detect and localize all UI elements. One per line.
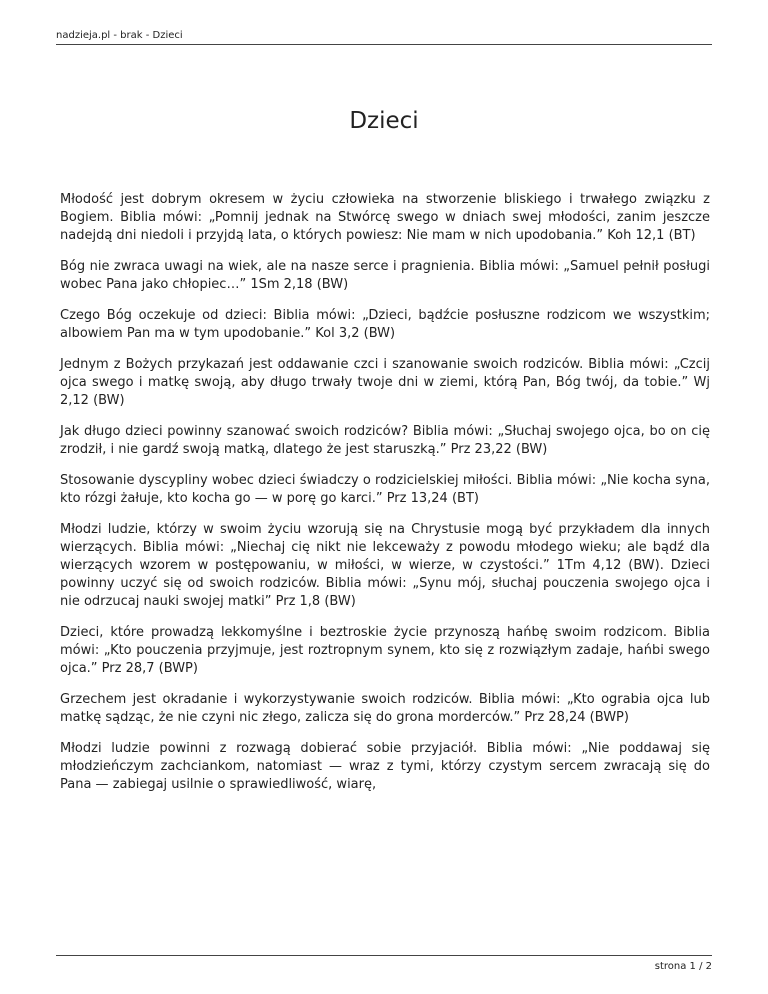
footer-divider bbox=[56, 955, 712, 956]
paragraph: Jak długo dzieci powinny szanować swoich rodziców? Biblia mówi: „Słuchaj swojego ojca, bo on cię zrodził, i nie gardź swoją matką, dlatego że jest staruszką.” Prz 23,22 (BW) bbox=[60, 424, 710, 457]
paragraph: Młodzi ludzie powinni z rozwagą dobierać sobie przyjaciół. Biblia mówi: „Nie poddawaj się młodzieńczym zachciankom, natomiast — wraz z tymi, którzy czystym sercem zwracają się do Pana — zabiegaj usilnie o sprawiedliwość, wiarę, bbox=[60, 741, 710, 792]
page-title: Dzieci bbox=[349, 108, 419, 134]
page-header: nadzieja.pl - brak - Dzieci bbox=[56, 30, 183, 41]
article-body bbox=[60, 191, 710, 807]
paragraph: Młodość jest dobrym okresem w życiu człowieka na stworzenie bliskiego i trwałego związku z Bogiem. Biblia mówi: „Pomnij jednak na Stwórcę swego w dniach swej młodości, zanim jeszcze nadejdą dni niedoli i przyjdą lata, o których powiesz: Nie mam w nich upodobania.” Koh 12,1 (BT) bbox=[60, 192, 710, 243]
paragraph: Bóg nie zwraca uwagi na wiek, ale na nasze serce i pragnienia. Biblia mówi: „Samuel pełnił posługi wobec Pana jako chłopiec…” 1Sm 2,18 (BW) bbox=[60, 259, 710, 292]
paragraph: Młodzi ludzie, którzy w swoim życiu wzorują się na Chrystusie mogą być przykładem dla innych wierzących. Biblia mówi: „Niechaj cię nikt nie lekceważy z powodu młodego wieku; ale bądź dla wierzących wzorem w postępowaniu, w miłości, w wierze, w czystości.” 1Tm 4,12 (BW). Dzieci powinny uczyć się od swoich rodziców. Biblia mówi: „Synu mój, słuchaj pouczenia swojego ojca i nie odrzucaj nauki swojej matki” Prz 1,8 (BW) bbox=[60, 522, 710, 609]
paragraph: Czego Bóg oczekuje od dzieci: Biblia mówi: „Dzieci, bądźcie posłuszne rodzicom we wszystkim; albowiem Pan ma w tym upodobanie.” Kol 3,2 (BW) bbox=[60, 308, 710, 341]
paragraph: Grzechem jest okradanie i wykorzystywanie swoich rodziców. Biblia mówi: „Kto ograbia ojca lub matkę sądząc, że nie czyni nic złego, zalicza się do grona morderców.” Prz 28,24 (BWP) bbox=[60, 692, 710, 725]
page-number: strona 1 / 2 bbox=[654, 961, 712, 972]
paragraph: Stosowanie dyscypliny wobec dzieci świadczy o rodzicielskiej miłości. Biblia mówi: „Nie kocha syna, kto rózgi żałuje, kto kocha go — w porę go karci.” Prz 13,24 (BT) bbox=[60, 473, 710, 506]
paragraph: Dzieci, które prowadzą lekkomyślne i beztroskie życie przynoszą hańbę swoim rodzicom. Biblia mówi: „Kto pouczenia przyjmuje, jest roztropnym synem, kto się z rozwiązłym zadaje, hańbi swego ojca.” Prz 28,7 (BWP) bbox=[60, 625, 710, 676]
paragraph: Jednym z Bożych przykazań jest oddawanie czci i szanowanie swoich rodziców. Biblia mówi: „Czcij ojca swego i matkę swoją, aby długo trwały twoje dni w ziemi, którą Pan, Bóg twój, da tobie.” Wj 2,12 (BW) bbox=[60, 357, 710, 408]
header-divider bbox=[56, 44, 712, 45]
